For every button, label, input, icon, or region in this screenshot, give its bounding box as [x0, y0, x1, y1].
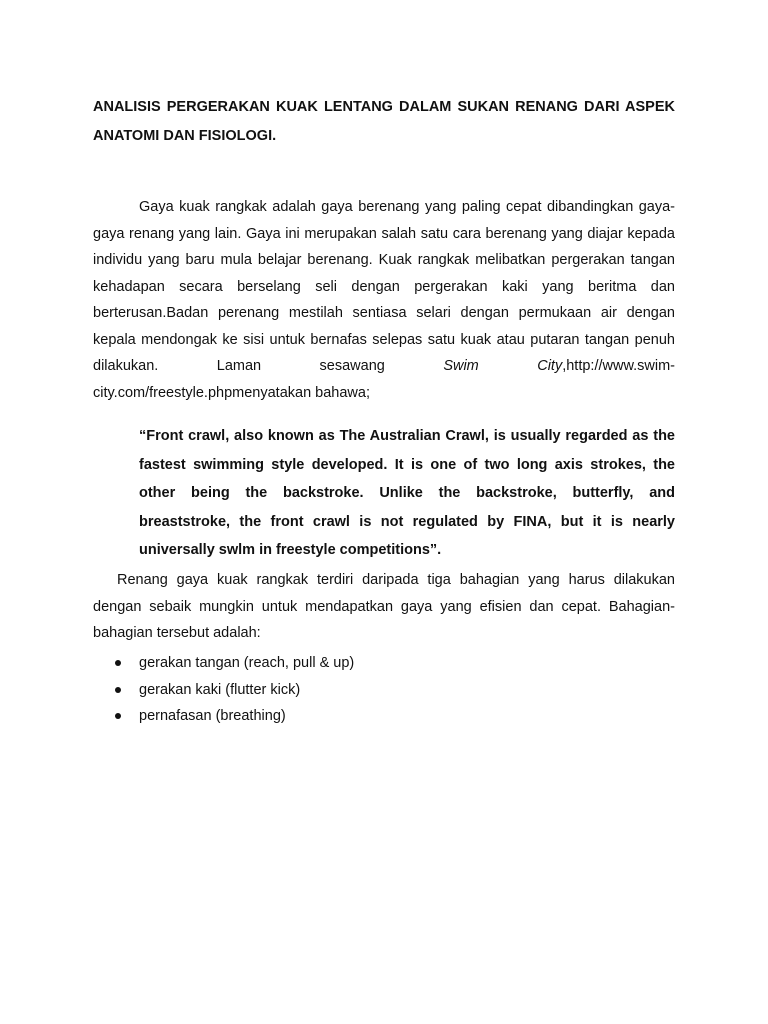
paragraph-intro — [93, 194, 675, 406]
paragraph-intro-text: Gaya kuak rangkak adalah gaya berenang yang paling cepat dibandingkan gaya-gaya renang yang lain. Gaya ini merupakan salah satu cara berenang yang diajar kepada individu yang baru mula belajar berenang. Kuak rangkak melibatkan pergerakan tangan kehadapan secara berselang seli dengan pergerakan kaki yang beritma dan berterusan.Badan perenang mestilah sentiasa selari dengan permukaan air dengan kepala mendongak ke sisi untuk bernafas selepas satu kuak atau putaran tangan penuh dilakukan. Laman sesawang — [93, 199, 675, 374]
list-item-label: gerakan kaki (flutter kick) — [139, 681, 301, 698]
list-item-label: pernafasan (breathing) — [139, 708, 286, 724]
list-item — [93, 650, 675, 677]
bullet-icon — [115, 713, 121, 719]
block-quote: “Front crawl, also known as The Australian Crawl, is usually regarded as the fastest swimming style developed. It is one of two long axis strokes, the other being the backstroke. Unlike the backstroke, butterfly, and breaststroke, the front crawl is not regulated by FINA, but it is nearly universally swlm in freestyle competitions”. — [139, 428, 675, 558]
website-name: Swim City — [443, 358, 563, 374]
list-item — [93, 703, 675, 730]
paragraph-parts: Renang gaya kuak rangkak terdiri daripada tiga bahagian yang harus dilakukan dengan sebaik mungkin untuk mendapatkan gaya yang efisien dan cepat. Bahagian-bahagian tersebut adalah: — [93, 572, 675, 641]
paragraph-intro-url-text: ,http://www.swim-city.com/freestyle.phpmenyatakan bahawa; — [93, 358, 675, 401]
parts-list — [93, 650, 675, 730]
list-item-label: gerakan tangan (reach, pull & up) — [139, 655, 355, 671]
list-item — [93, 677, 675, 704]
bullet-icon — [115, 687, 121, 693]
bullet-icon — [115, 660, 121, 666]
document-title: ANALISIS PERGERAKAN KUAK LENTANG DALAM SUKAN RENANG DARI ASPEK ANATOMI DAN FISIOLOGI. — [93, 99, 675, 144]
